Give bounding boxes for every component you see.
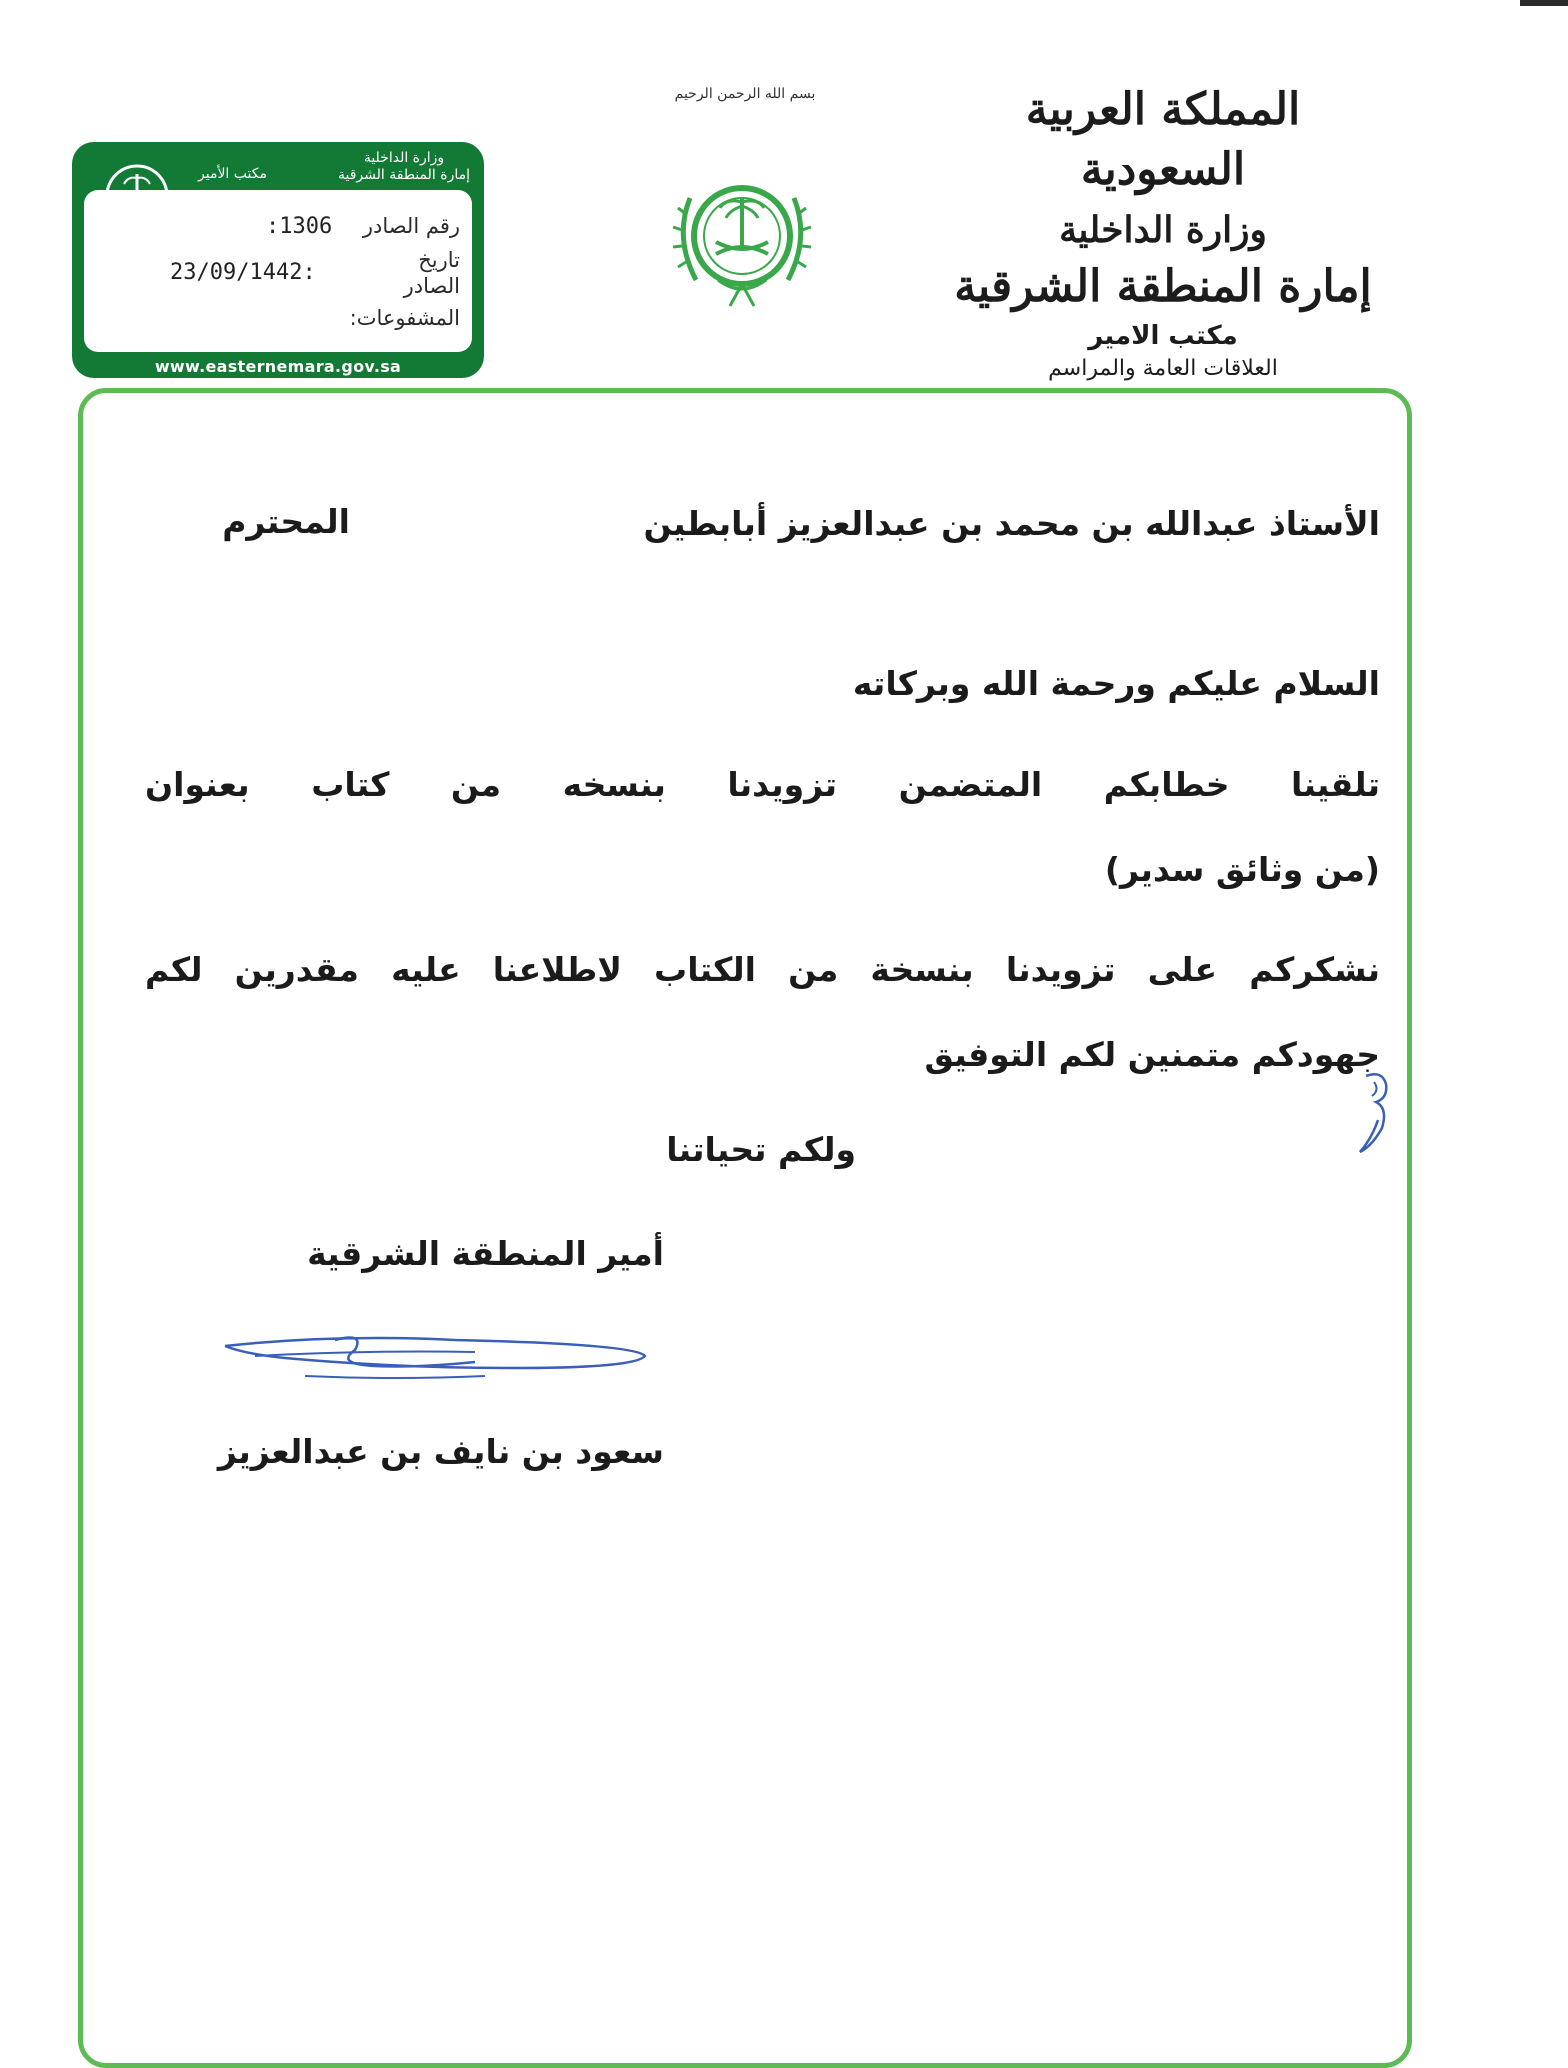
date-label-2: الصادر xyxy=(403,274,460,298)
stamp-fields xyxy=(84,190,472,352)
paragraph-1-line-1: تلقينا خطابكم المتضمن تزويدنا بنسخه من كتاب بعنوان xyxy=(145,765,1380,804)
closing: ولكم تحياتنا xyxy=(666,1130,856,1169)
date-value: 23/09/1442: xyxy=(170,260,316,285)
outgoing-stamp xyxy=(72,142,484,378)
outgoing-no-value: :1306 xyxy=(266,214,333,239)
saudi-emblem-icon xyxy=(660,158,825,318)
stamp-ministry xyxy=(338,150,470,184)
emirate-name: إمارة المنطقة الشرقية xyxy=(954,261,1372,312)
stamp-website: www.easternemara.gov.sa xyxy=(154,357,402,376)
initials-mark-icon xyxy=(1352,1068,1412,1160)
signatory-title: أمير المنطقة الشرقية xyxy=(307,1234,664,1273)
office-name: مكتب الامير xyxy=(1088,321,1238,351)
stamp-office: مكتب الأمير xyxy=(198,166,267,182)
ministry-name: وزارة الداخلية xyxy=(1059,209,1267,251)
stamp-ministry-line2: إمارة المنطقة الشرقية xyxy=(338,167,470,183)
stamp-ministry-line1: وزارة الداخلية xyxy=(363,150,445,166)
greeting: السلام عليكم ورحمة الله وبركاته xyxy=(852,664,1380,703)
outgoing-no-label: رقم الصادر xyxy=(362,214,460,238)
letterhead xyxy=(953,80,1373,384)
kingdom-name: المملكة العربية السعودية xyxy=(1025,84,1301,195)
paragraph-1-line-2: (من وثائق سدير) xyxy=(1104,850,1380,889)
paragraph-2-line-2: جهودكم متمنين لكم التوفيق xyxy=(924,1035,1380,1074)
letter-frame xyxy=(78,388,1412,2068)
attachments-label: المشفوعات: xyxy=(349,306,460,330)
signatory-name: سعود بن نايف بن عبدالعزيز xyxy=(217,1432,664,1471)
date-label-1: تاريخ xyxy=(418,248,460,272)
basmala: بسم الله الرحمن الرحيم xyxy=(674,86,816,102)
department-name: العلاقات العامة والمراسم xyxy=(1048,356,1278,381)
addressee: الأستاذ عبدالله بن محمد بن عبدالعزيز أبابطين xyxy=(643,504,1380,543)
signature-icon xyxy=(215,1316,655,1396)
paragraph-2-line-1: نشكركم على تزويدنا بنسخة من الكتاب لاطلاعنا عليه مقدرين لكم xyxy=(145,950,1380,989)
scan-corner-mark xyxy=(1520,0,1568,6)
respected-title: المحترم xyxy=(222,502,350,541)
